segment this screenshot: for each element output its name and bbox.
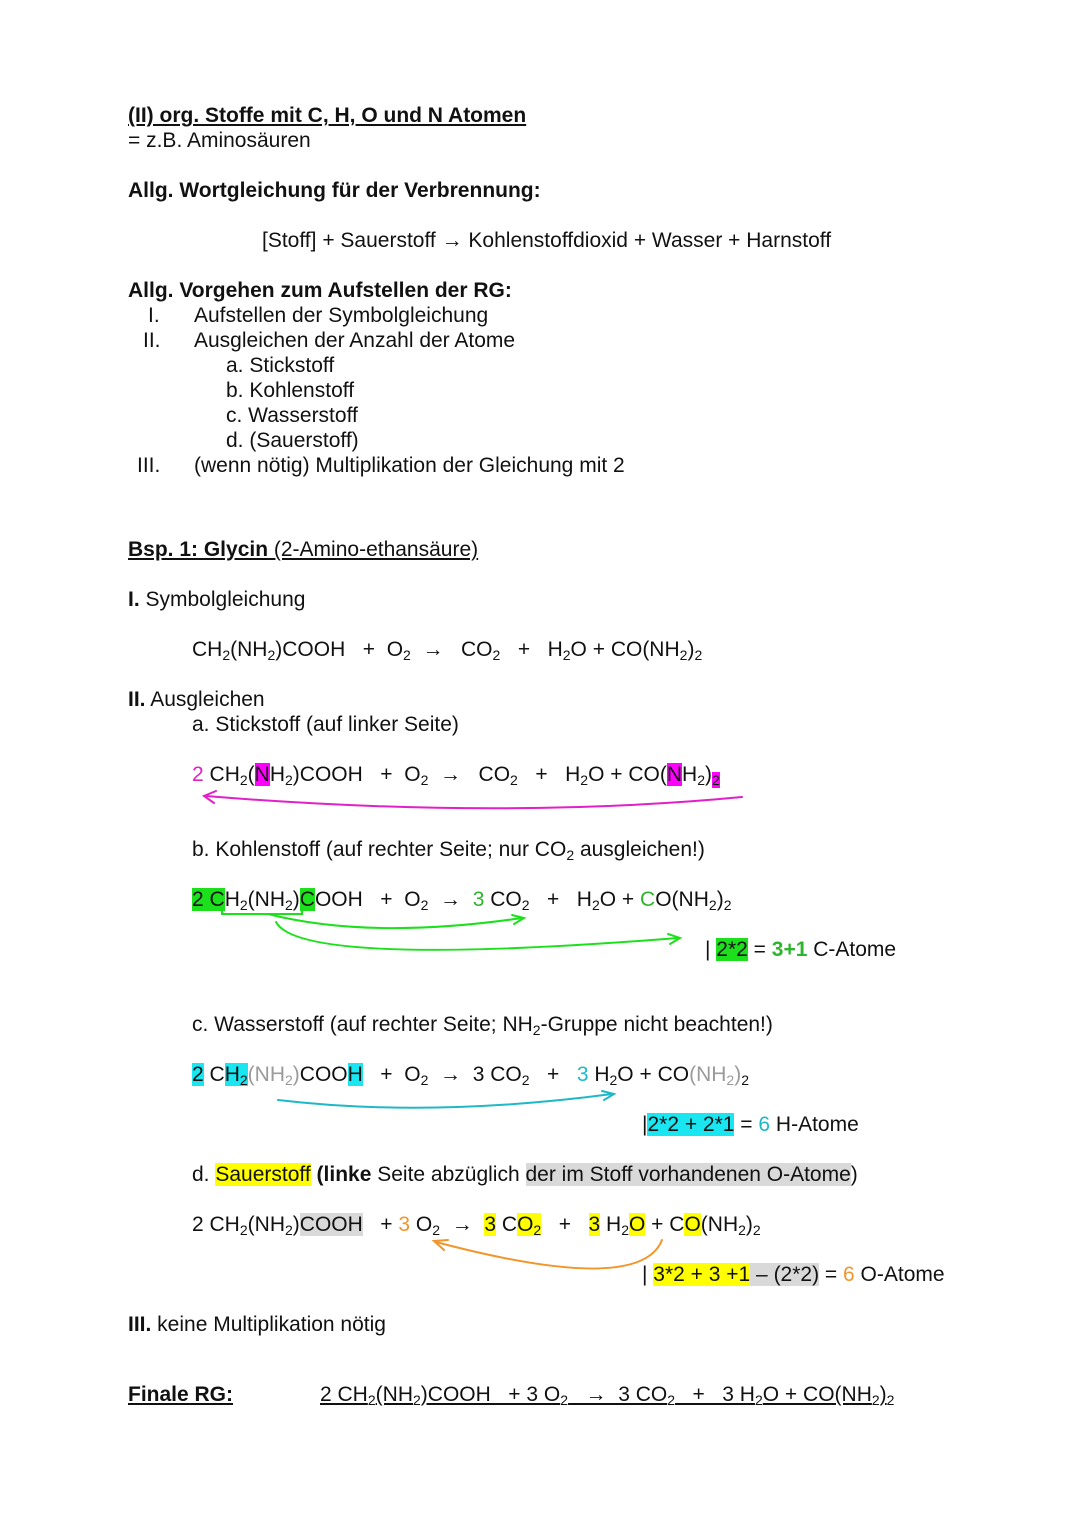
- step-text: Ausgleichen der Anzahl der Atome: [194, 329, 516, 352]
- calc-d: | 3*2 + 3 +1 – (2*2) = 6 O-Atome: [642, 1263, 945, 1286]
- symbol-equation: $CH_2(NH_2)COOH + O_2 \to CO_2 + H_2O + CO(NH_2)_2$: [192, 638, 703, 663]
- equation-b: 2 $CH_2(NH_2)COOH + O_2 \to 3$ $CO_2 + H_2O + CO(NH_2)_2$: [192, 888, 732, 913]
- word-equation: [Stoff] + Sauerstoff → Kohlenstoffdioxid + Wasser + Harnstoff: [262, 229, 832, 252]
- calc-c: |2*2 + 2*1 = 6 H-Atome: [642, 1113, 859, 1136]
- final-label: Finale RG:: [128, 1383, 234, 1406]
- step-d-label: d. Sauerstoff (linke Seite abzüglich der im Stoff vorhandenen O-Atome): [192, 1163, 858, 1186]
- substep: d. (Sauerstoff): [226, 429, 359, 452]
- balancing-label: II. Ausgleichen: [128, 688, 265, 711]
- hydrogen-arrowhead: [602, 1091, 614, 1100]
- step-number: III.: [137, 454, 161, 477]
- equation-c: 2 $CH_2(NH_2)COOH + O_2 \to 3$ $CO_2 + 3$ $H_2O + CO(NH_2)_2$: [192, 1063, 749, 1088]
- step-text: (wenn nötig) Multiplikation der Gleichung mit 2: [194, 454, 625, 477]
- carbon-arrow-1: [268, 914, 522, 928]
- substep: c. Wasserstoff: [226, 404, 358, 427]
- step-text: Aufstellen der Symbolgleichung: [194, 304, 489, 327]
- oxygen-arrow: [436, 1240, 662, 1269]
- section-heading: (II) org. Stoffe mit C, H, O und N Atomen: [128, 104, 527, 127]
- procedure-title: Allg. Vorgehen zum Aufstellen der RG:: [128, 279, 512, 302]
- step-b-label: b. Kohlenstoff (auf rechter Seite; nur $CO_2$ ausgleichen!): [192, 838, 705, 863]
- example-title: Bsp. 1: Glycin (2-Amino-ethansäure): [128, 538, 479, 561]
- carbon-arrow-2: [276, 922, 678, 950]
- substep: a. Stickstoff: [226, 354, 335, 377]
- equation-d: 2 $CH_2(NH_2)COOH + 3$ $O_2 \to 3$ $CO_2 + 3$ $H_2O + CO(NH_2)_2$: [192, 1213, 761, 1238]
- section-subheading: = z.B. Aminosäuren: [128, 129, 311, 152]
- word-equation-title: Allg. Wortgleichung für der Verbrennung:: [128, 179, 541, 202]
- step-number: I.: [148, 304, 160, 327]
- hydrogen-arrow: [278, 1094, 612, 1108]
- oxygen-arrowhead: [434, 1240, 448, 1250]
- nitrogen-arrowhead: [204, 791, 216, 803]
- multiplication-label: III. keine Multiplikation nötig: [128, 1313, 386, 1336]
- symbol-equation-label: I. Symbolgleichung: [128, 588, 306, 611]
- final-equation: 2 $CH_2(NH_2)COOH + 3$ $O_2 \to 3$ $CO_2 + 3$ $H_2O + CO(NH_2)_2$: [320, 1383, 895, 1408]
- calc-b: | 2*2 = 3+1 C-Atome: [705, 938, 897, 961]
- carbon-arrowhead-2: [668, 934, 680, 944]
- carbon-arrowhead-1: [512, 915, 524, 924]
- step-number: II.: [143, 329, 161, 352]
- equation-a: 2 $CH_2(NH_2)COOH + O_2 \to CO_2 + H_2O + CO(NH_2)_2$: [192, 763, 720, 788]
- nitrogen-arrow: [206, 796, 742, 808]
- substep: b. Kohlenstoff: [226, 379, 355, 402]
- step-a-label: a. Stickstoff (auf linker Seite): [192, 713, 459, 736]
- step-c-label: c. Wasserstoff (auf rechter Seite; $NH_2$-Gruppe nicht beachten!): [192, 1013, 773, 1038]
